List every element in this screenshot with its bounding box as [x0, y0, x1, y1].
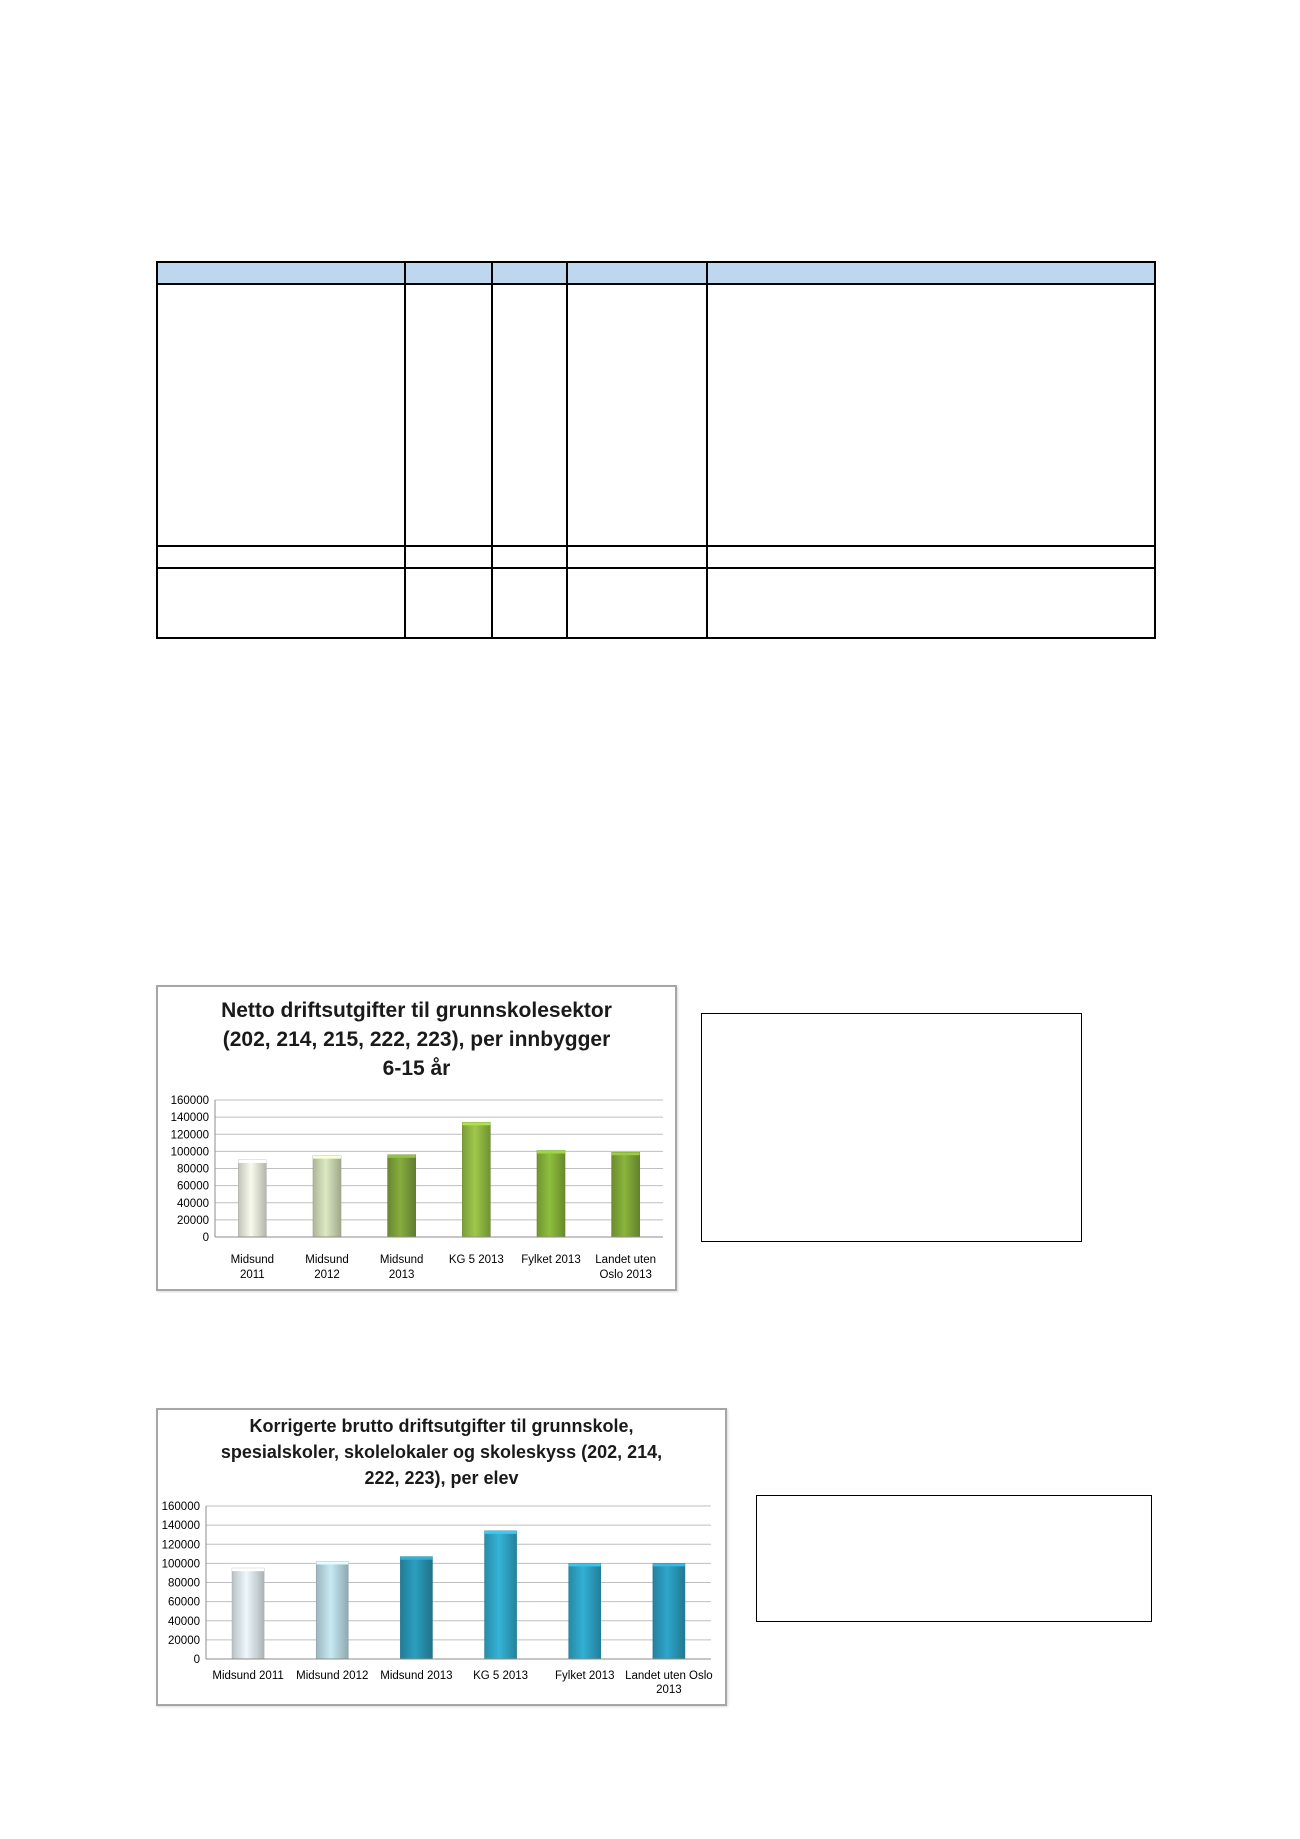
table-header-cell — [405, 262, 492, 284]
bar-cap — [313, 1156, 341, 1159]
y-tick-label: 120000 — [161, 1539, 200, 1552]
x-category-label: Fylket 2013 — [521, 1254, 581, 1266]
y-tick-label: 160000 — [161, 1501, 200, 1513]
chart-comment-box — [756, 1495, 1152, 1622]
bar — [313, 1156, 341, 1237]
x-category-label: 2011 — [239, 1269, 265, 1281]
chart-comment-box — [701, 1013, 1082, 1242]
data-table — [156, 261, 1156, 639]
table-cell — [707, 568, 1155, 638]
bar — [316, 1561, 348, 1659]
table-row — [157, 546, 1155, 568]
table-cell — [157, 546, 405, 568]
bar — [400, 1557, 432, 1659]
x-category-label: 2012 — [314, 1269, 340, 1281]
chart-title-line: spesialskoler, skolelokaler og skoleskyss (202, 214, — [220, 1442, 663, 1462]
y-tick-label: 40000 — [177, 1197, 209, 1210]
x-category-label: Midsund — [379, 1254, 424, 1266]
bar-cap — [485, 1531, 517, 1534]
chart-title-line: (202, 214, 215, 222, 223), per innbygger — [222, 1028, 611, 1051]
table-row — [157, 284, 1155, 546]
table-header-cell — [707, 262, 1155, 284]
table-cell — [405, 568, 492, 638]
table-cell — [707, 546, 1155, 568]
bar — [612, 1152, 640, 1237]
x-category-label: Midsund — [230, 1254, 275, 1266]
table-header-row — [157, 262, 1155, 284]
bar — [462, 1122, 490, 1237]
x-category-label: Midsund 2011 — [212, 1670, 284, 1682]
x-category-label: Midsund 2013 — [380, 1670, 453, 1682]
bar-cap — [653, 1563, 685, 1566]
table-cell — [567, 284, 707, 546]
y-tick-label: 120000 — [170, 1129, 209, 1142]
y-tick-label: 60000 — [177, 1180, 209, 1193]
y-tick-label: 0 — [202, 1232, 209, 1244]
bar — [388, 1155, 416, 1237]
y-tick-label: 20000 — [177, 1214, 209, 1227]
table-cell — [157, 284, 405, 546]
table-header-cell — [492, 262, 567, 284]
x-category-label: Landet uten Oslo — [625, 1670, 713, 1682]
table-cell — [157, 568, 405, 638]
bar-cap — [569, 1563, 601, 1566]
y-tick-label: 140000 — [170, 1112, 209, 1125]
bar — [238, 1160, 266, 1237]
bar-cap — [232, 1568, 264, 1571]
bar-cap — [388, 1155, 416, 1158]
bar-cap — [537, 1151, 565, 1154]
table-cell — [707, 284, 1155, 546]
bar — [569, 1563, 601, 1659]
bar-cap — [462, 1122, 490, 1125]
y-tick-label: 140000 — [161, 1520, 200, 1533]
x-category-label: 2013 — [656, 1684, 682, 1696]
table-cell — [405, 546, 492, 568]
y-tick-label: 40000 — [168, 1615, 200, 1628]
x-category-label: Landet uten — [595, 1254, 657, 1266]
y-tick-label: 0 — [193, 1654, 200, 1666]
bar — [485, 1531, 517, 1659]
bar — [653, 1563, 685, 1659]
x-category-label: 2013 — [388, 1269, 415, 1281]
bar — [232, 1568, 264, 1659]
bar-cap — [400, 1557, 432, 1560]
chart-title-line: Korrigerte brutto driftsutgifter til grunnskole, — [249, 1416, 634, 1436]
chart-title-line: 222, 223), per elev — [364, 1468, 519, 1488]
x-category-label: Oslo 2013 — [599, 1269, 652, 1281]
x-category-label: Midsund — [305, 1254, 349, 1266]
table-cell — [567, 546, 707, 568]
table-cell — [492, 568, 567, 638]
chart-canvas — [158, 1410, 725, 1704]
x-category-label: Fylket 2013 — [555, 1670, 615, 1682]
table-row — [157, 568, 1155, 638]
x-category-label: KG 5 2013 — [448, 1254, 504, 1266]
y-tick-label: 100000 — [161, 1558, 200, 1571]
bar-cap — [316, 1561, 348, 1564]
table-header-cell — [157, 262, 405, 284]
y-tick-label: 20000 — [168, 1634, 200, 1647]
bar — [537, 1151, 565, 1237]
chart-title-line: 6-15 år — [382, 1057, 451, 1080]
bar-cap — [238, 1160, 266, 1163]
chart-canvas — [158, 987, 675, 1289]
table-cell — [567, 568, 707, 638]
table-cell — [405, 284, 492, 546]
table-cell — [492, 284, 567, 546]
x-category-label: KG 5 2013 — [473, 1670, 529, 1682]
y-tick-label: 160000 — [170, 1095, 209, 1107]
y-tick-label: 60000 — [168, 1596, 200, 1609]
table-header-cell — [567, 262, 707, 284]
chart-netto-driftsutgifter — [156, 985, 677, 1291]
y-tick-label: 80000 — [168, 1577, 200, 1590]
y-tick-label: 80000 — [177, 1163, 209, 1176]
chart-korrigerte-brutto-driftsutgifter — [156, 1408, 727, 1706]
chart-title-line: Netto driftsutgifter til grunnskolesektor — [221, 999, 612, 1022]
table-cell — [492, 546, 567, 568]
y-tick-label: 100000 — [170, 1146, 209, 1159]
bar-cap — [612, 1152, 640, 1155]
x-category-label: Midsund 2012 — [296, 1670, 369, 1682]
